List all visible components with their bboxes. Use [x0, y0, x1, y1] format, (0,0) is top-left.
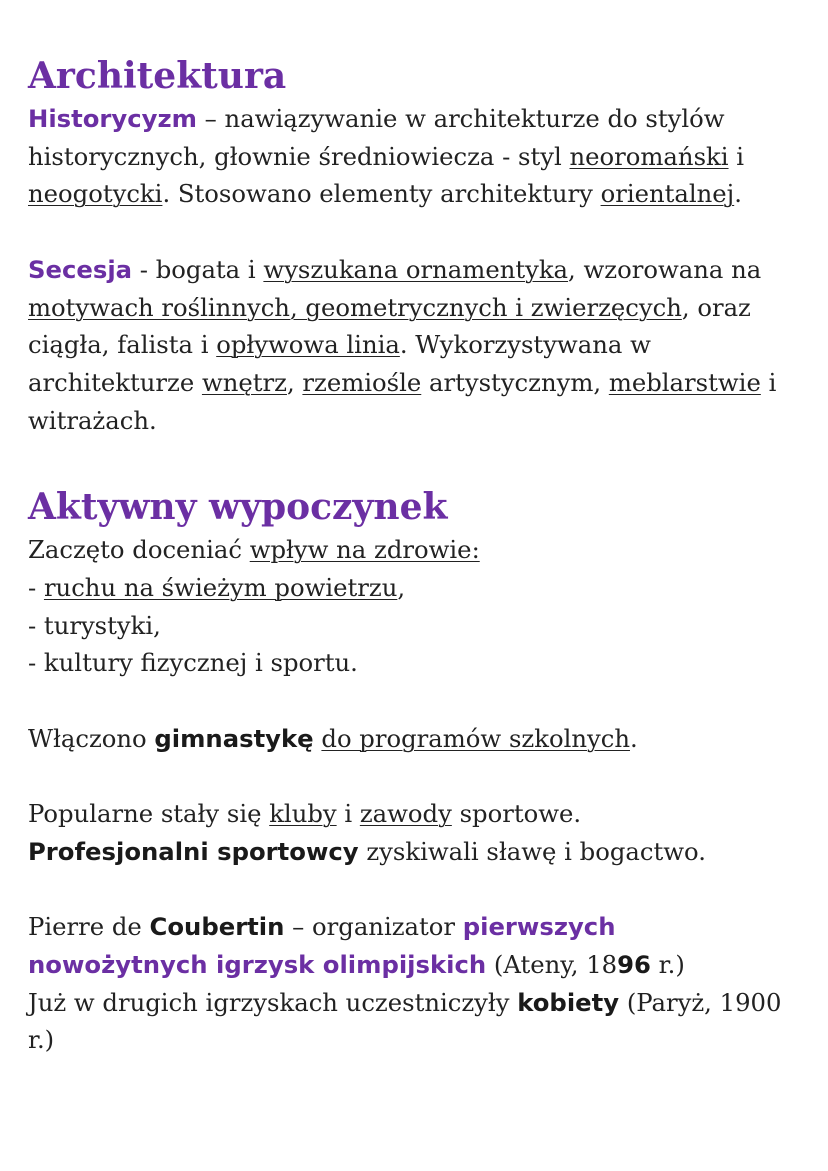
list-item: - kultury fizycznej i sportu.	[28, 648, 358, 678]
list-item: - turystyki,	[28, 610, 161, 640]
text: , oraz ciągła, falista i	[28, 292, 751, 360]
text: – nawiązywanie w architekturze do stylów historycznych, głownie średniowiecza - styl	[28, 104, 725, 171]
bold-kobiety: kobiety	[517, 987, 620, 1017]
text: ,	[286, 367, 303, 397]
paragraph-coubertin	[28, 908, 800, 983]
underlined-orientalnej: orientalnej	[600, 179, 735, 209]
text: . Stosowano elementy architektury	[162, 179, 601, 209]
text: Zaczęto doceniać	[28, 535, 250, 565]
underlined-motywach: motywach roślinnych, geometrycznych i zwierzęcych	[28, 292, 682, 322]
heading-aktywny-wypoczynek: Aktywny wypoczynek	[28, 486, 448, 529]
underlined-programow: do programów szkolnych	[321, 723, 630, 753]
text: zyskiwali sławę i bogactwo.	[358, 836, 706, 866]
text: Włączono	[28, 723, 155, 753]
bold-coubertin: Coubertin	[149, 912, 285, 942]
text: , wzorowana na	[568, 254, 762, 284]
paragraph-secesja	[28, 251, 800, 440]
text: i	[728, 141, 745, 171]
text: .	[629, 723, 638, 753]
bold-gimnastyke: gimnastykę	[154, 723, 314, 753]
accent-igrzyska: pierwszych nowożytnych igrzysk olimpijskich	[28, 912, 616, 979]
underlined-kluby: kluby	[269, 799, 337, 829]
paragraph-historycyzm	[28, 100, 800, 213]
spacer	[28, 871, 800, 909]
text: -	[28, 573, 44, 603]
text: (Paryż, 1900 r.)	[28, 987, 782, 1055]
paragraph-sportowcy	[28, 833, 800, 871]
bold-year: 96	[617, 950, 651, 979]
paragraph-kluby	[28, 795, 800, 833]
term-historycyzm: Historycyzm	[28, 104, 197, 133]
underlined-ruchu: ruchu na świeżym powietrzu	[43, 573, 398, 603]
text: Już w drugich igrzyskach uczestniczyły	[28, 987, 518, 1017]
underlined-zawody: zawody	[359, 799, 452, 829]
list-item	[28, 569, 800, 607]
text: Pierre de	[28, 912, 150, 942]
spacer	[28, 758, 800, 796]
underlined-meblarstwie: meblarstwie	[608, 367, 761, 397]
text: ,	[397, 573, 406, 603]
text: artystycznym,	[421, 367, 609, 397]
underlined-rzemiosle: rzemiośle	[302, 367, 422, 397]
text: – organizator	[284, 912, 463, 942]
paragraph-intro	[28, 531, 800, 569]
spacer	[28, 213, 800, 251]
text: . Wykorzystywana w architekturze	[28, 330, 651, 397]
underlined-neogotycki: neogotycki	[28, 179, 163, 209]
text: i witrażach.	[28, 367, 777, 435]
bold-sportowcy: Profesjonalni sportowcy	[28, 836, 359, 866]
text: sportowe.	[451, 799, 582, 829]
text: .	[734, 179, 742, 209]
underlined-wplyw: wpływ na zdrowie:	[249, 535, 480, 565]
paragraph-gimnastyka	[28, 720, 800, 758]
text: (Ateny, 18	[486, 950, 618, 979]
term-secesja: Secesja	[28, 254, 133, 284]
spacer	[28, 682, 800, 720]
heading-architektura: Architektura	[28, 55, 287, 97]
text: Popularne stały się	[28, 799, 270, 829]
underlined-neoromanski: neoromański	[569, 141, 729, 171]
underlined-wnetrz: wnętrz	[201, 367, 287, 397]
text: - bogata i	[132, 254, 264, 284]
paragraph-kobiety	[28, 984, 800, 1059]
text: i	[336, 799, 360, 829]
spacer	[28, 439, 800, 483]
underlined-linia: opływowa linia	[216, 330, 400, 360]
underlined-ornamentyka: wyszukana ornamentyka	[263, 254, 569, 284]
text: r.)	[650, 950, 685, 979]
document-body	[28, 52, 800, 1059]
